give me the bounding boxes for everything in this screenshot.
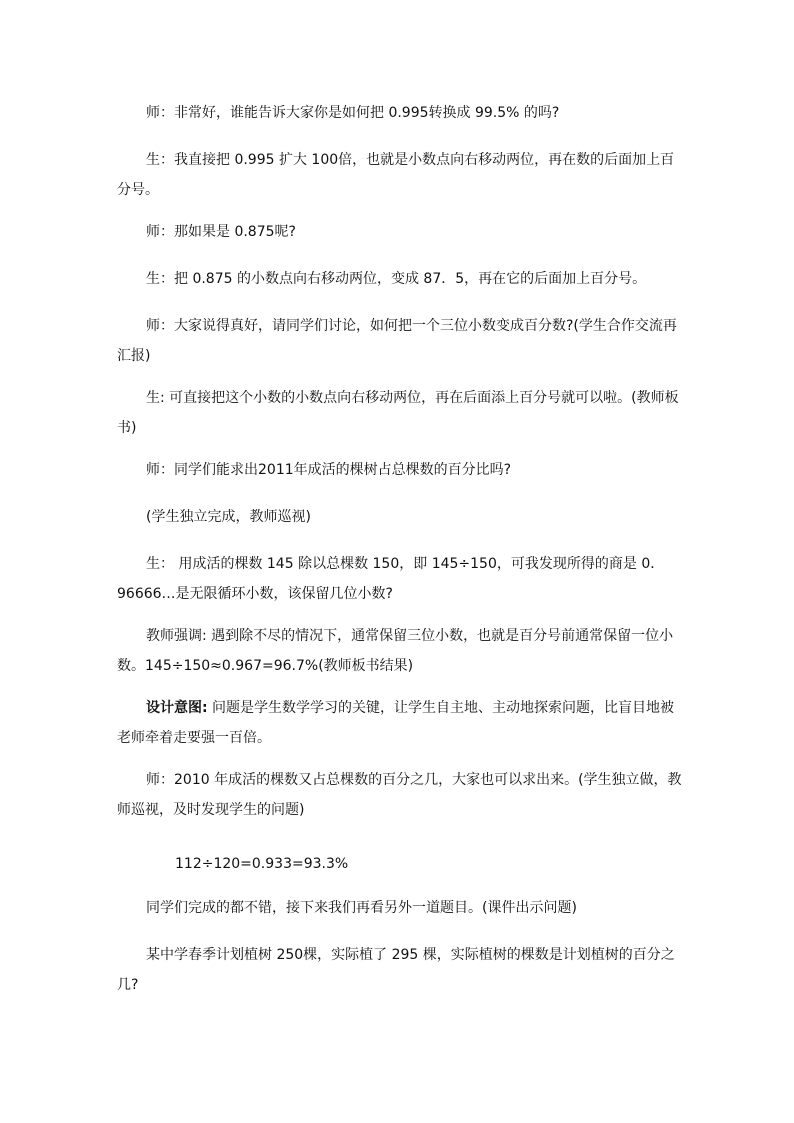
design-intent-text: 问题是学生数学学习的关键，让学生自主地、主动地探索问题，比盲目地被老师牵着走要强一百倍。	[117, 700, 675, 746]
design-intent-label: 设计意图:	[146, 700, 208, 716]
dialogue-teacher-1: 师：非常好，谁能告诉大家你是如何把 0.995转换成 99.5% 的吗?	[146, 105, 560, 121]
dialogue-teacher-3: 师：大家说得真好，请同学们讨论，如何把一个三位小数变成百分数?(学生合作交流再汇报)	[117, 318, 677, 364]
dialogue-student-1: 生：我直接把 0.995 扩大 100倍，也就是小数点向右移动两位，再在数的后面加上百分号。	[117, 152, 675, 198]
dialogue-teacher-2: 师：那如果是 0.875呢?	[146, 224, 296, 240]
dialogue-student-2: 生：把 0.875 的小数点向右移动两位，变成 87．5，再在它的后面加上百分号。	[146, 271, 647, 287]
classroom-note: (学生独立完成，教师巡视)	[146, 509, 311, 525]
dialogue-teacher-4: 师：同学们能求出2011年成活的棵树占总棵数的百分比吗?	[146, 462, 512, 478]
dialogue-student-3: 生: 可直接把这个小数的小数点向右移动两位，再在后面添上百分号就可以啦。(教师板书)	[117, 390, 679, 436]
transition-text: 同学们完成的都不错，接下来我们再看另外一道题目。(课件出示问题)	[146, 900, 577, 916]
calculation-formula: 112÷120=0.933=93.3%	[175, 856, 349, 872]
problem-statement: 某中学春季计划植树 250棵，实际植了 295 棵，实际植树的棵数是计划植树的百分之几?	[117, 947, 675, 993]
dialogue-student-4: 生： 用成活的棵数 145 除以总棵数 150，即 145÷150，可我发现所得的商是 0．96666…是无限循环小数，该保留几位小数?	[117, 556, 665, 602]
teacher-emphasis: 教师强调: 遇到除不尽的情况下，通常保留三位小数，也就是百分号前通常保留一位小数。145÷150≈0.967=96.7%(教师板书结果)	[117, 628, 674, 674]
dialogue-teacher-5: 师：2010 年成活的棵数又占总棵数的百分之几，大家也可以求出来。(学生独立做，教师巡视，及时发现学生的问题)	[117, 772, 682, 818]
design-intent	[117, 693, 682, 753]
